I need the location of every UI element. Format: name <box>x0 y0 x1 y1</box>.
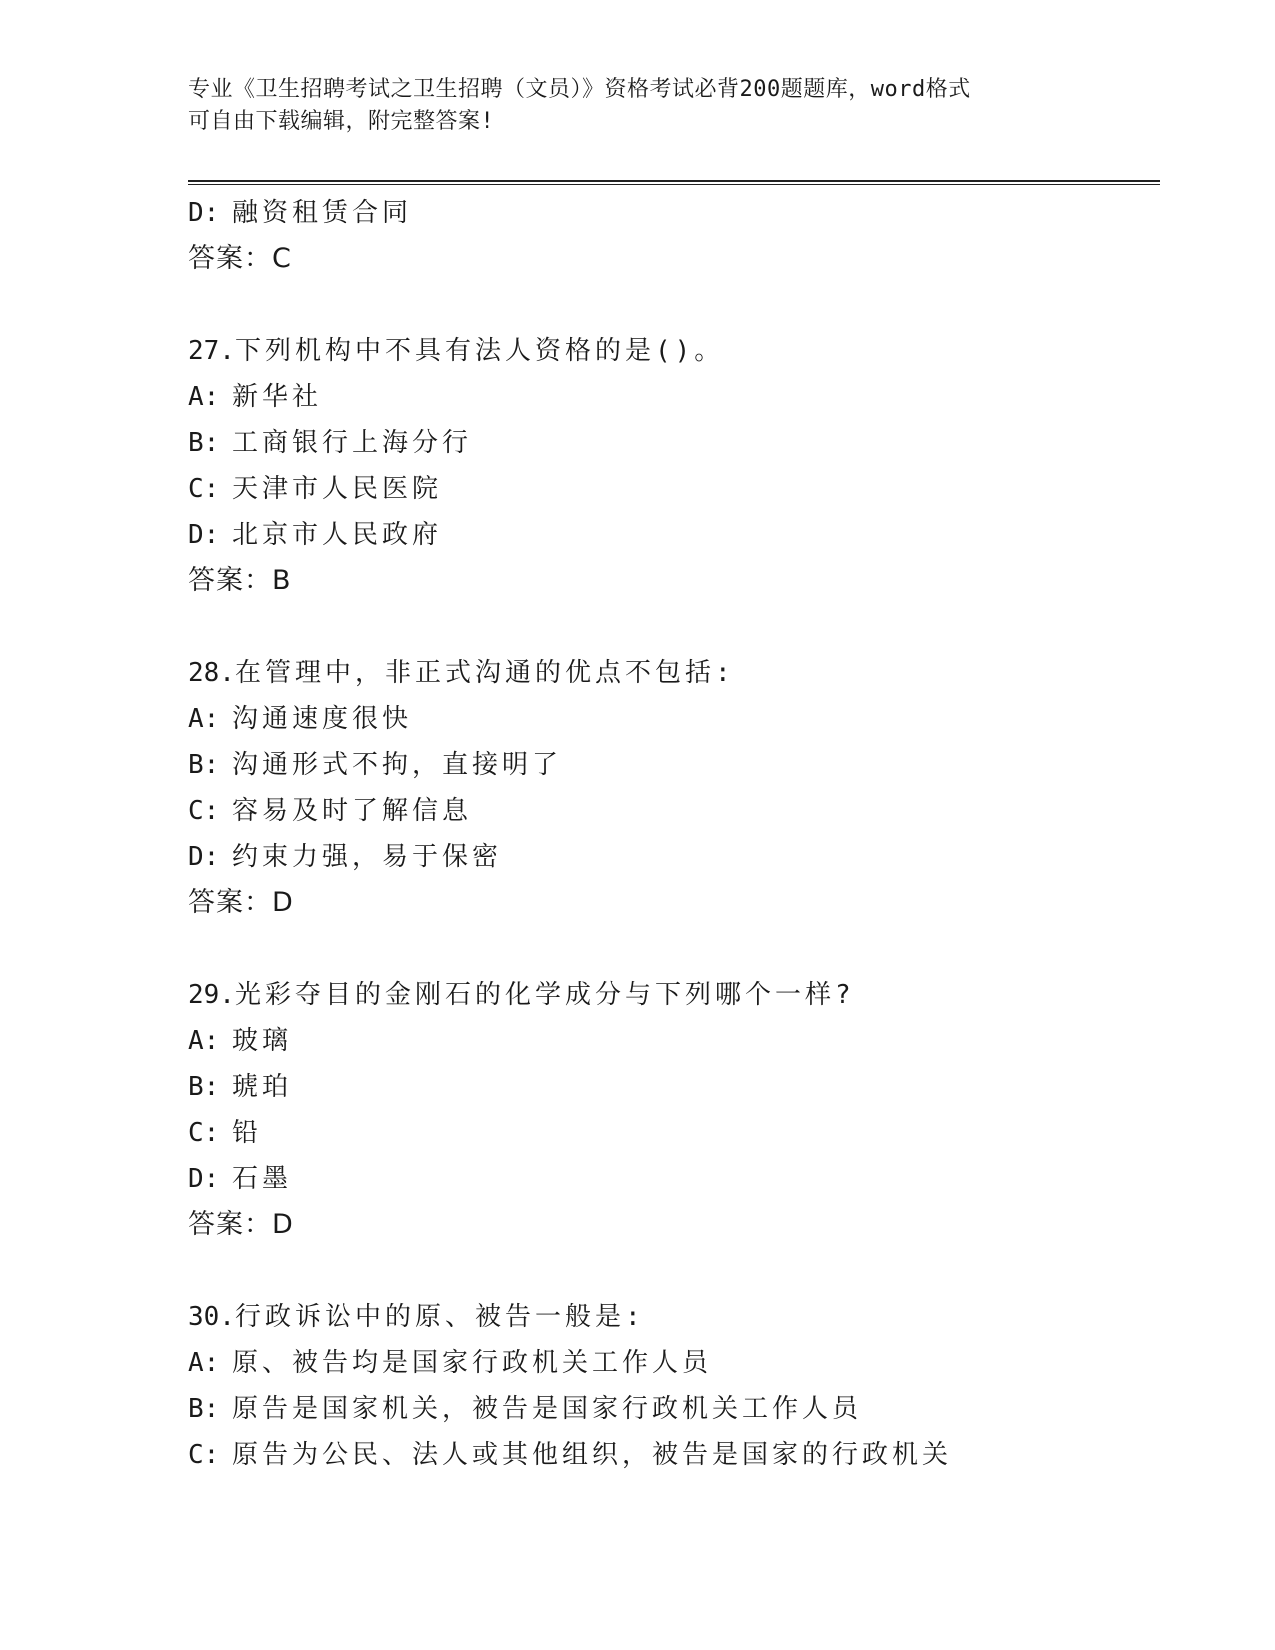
question-text: 光彩夺目的金刚石的化学成分与下列哪个一样? <box>234 980 855 1010</box>
spacer <box>188 926 1148 972</box>
option-text: 原告是国家机关，被告是国家行政机关工作人员 <box>232 1394 863 1424</box>
option-line <box>188 420 1148 466</box>
spacer <box>188 1248 1148 1294</box>
question-number: 28. <box>188 658 235 688</box>
option-key: D: <box>188 1164 220 1194</box>
option-key: B: <box>188 1394 220 1424</box>
option-text: 北京市人民政府 <box>232 520 443 550</box>
answer-line: 答案：D <box>188 887 294 918</box>
option-text: 新华社 <box>232 382 323 412</box>
option-key: D: <box>188 842 220 872</box>
question-list <box>188 190 1148 1478</box>
option-line <box>188 1064 1148 1110</box>
option-line <box>188 1432 1148 1478</box>
question-stem <box>188 328 1148 374</box>
answer-line: 答案：C <box>188 243 292 274</box>
option-key: B: <box>188 750 220 780</box>
option-line <box>188 1110 1148 1156</box>
option-text: 原告为公民、法人或其他组织，被告是国家的行政机关 <box>232 1440 953 1470</box>
option-text: 琥珀 <box>232 1072 293 1102</box>
document-header <box>188 74 1088 138</box>
option-key: C: <box>188 474 220 504</box>
option-key: D: <box>188 520 220 550</box>
option-key: D: <box>188 198 220 228</box>
answer-line: 答案：D <box>188 1209 294 1240</box>
question-text: 在管理中，非正式沟通的优点不包括: <box>234 658 735 688</box>
option-key: A: <box>188 1026 220 1056</box>
option-text: 沟通速度很快 <box>232 704 413 734</box>
spacer <box>188 604 1148 650</box>
question-number: 30. <box>188 1302 235 1332</box>
option-key: A: <box>188 704 220 734</box>
option-text: 沟通形式不拘，直接明了 <box>232 750 563 780</box>
spacer <box>188 282 1148 328</box>
option-text: 融资租赁合同 <box>232 198 413 228</box>
option-line <box>188 1386 1148 1432</box>
option-key: C: <box>188 796 220 826</box>
option-key: A: <box>188 382 220 412</box>
answer-line: 答案：B <box>188 565 292 596</box>
option-key: C: <box>188 1440 220 1470</box>
option-line <box>188 190 1148 236</box>
question-stem <box>188 1294 1148 1340</box>
option-text: 约束力强，易于保密 <box>232 842 503 872</box>
question-number: 29. <box>188 980 235 1010</box>
option-line <box>188 742 1148 788</box>
header-line-2: 可自由下载编辑，附完整答案! <box>188 109 495 134</box>
option-line <box>188 1340 1148 1386</box>
option-text: 容易及时了解信息 <box>232 796 473 826</box>
option-text: 工商银行上海分行 <box>232 428 473 458</box>
question-number: 27. <box>188 336 235 366</box>
option-line <box>188 1156 1148 1202</box>
header-line-1: 专业《卫生招聘考试之卫生招聘（文员）》资格考试必背200题题库，word格式 <box>188 77 971 102</box>
option-key: B: <box>188 1072 220 1102</box>
option-key: C: <box>188 1118 220 1148</box>
option-line <box>188 834 1148 880</box>
option-text: 铅 <box>232 1118 263 1148</box>
option-text: 石墨 <box>232 1164 293 1194</box>
option-text: 原、被告均是国家行政机关工作人员 <box>232 1348 713 1378</box>
question-stem <box>188 972 1148 1018</box>
option-line <box>188 1018 1148 1064</box>
header-divider <box>188 180 1160 185</box>
option-line <box>188 466 1148 512</box>
question-text: 行政诉讼中的原、被告一般是: <box>234 1302 645 1332</box>
question-text: 下列机构中不具有法人资格的是()。 <box>234 336 725 366</box>
option-text: 天津市人民医院 <box>232 474 443 504</box>
option-line <box>188 374 1148 420</box>
question-stem <box>188 650 1148 696</box>
option-key: A: <box>188 1348 220 1378</box>
option-key: B: <box>188 428 220 458</box>
option-line <box>188 696 1148 742</box>
option-line <box>188 512 1148 558</box>
option-text: 玻璃 <box>232 1026 293 1056</box>
option-line <box>188 788 1148 834</box>
